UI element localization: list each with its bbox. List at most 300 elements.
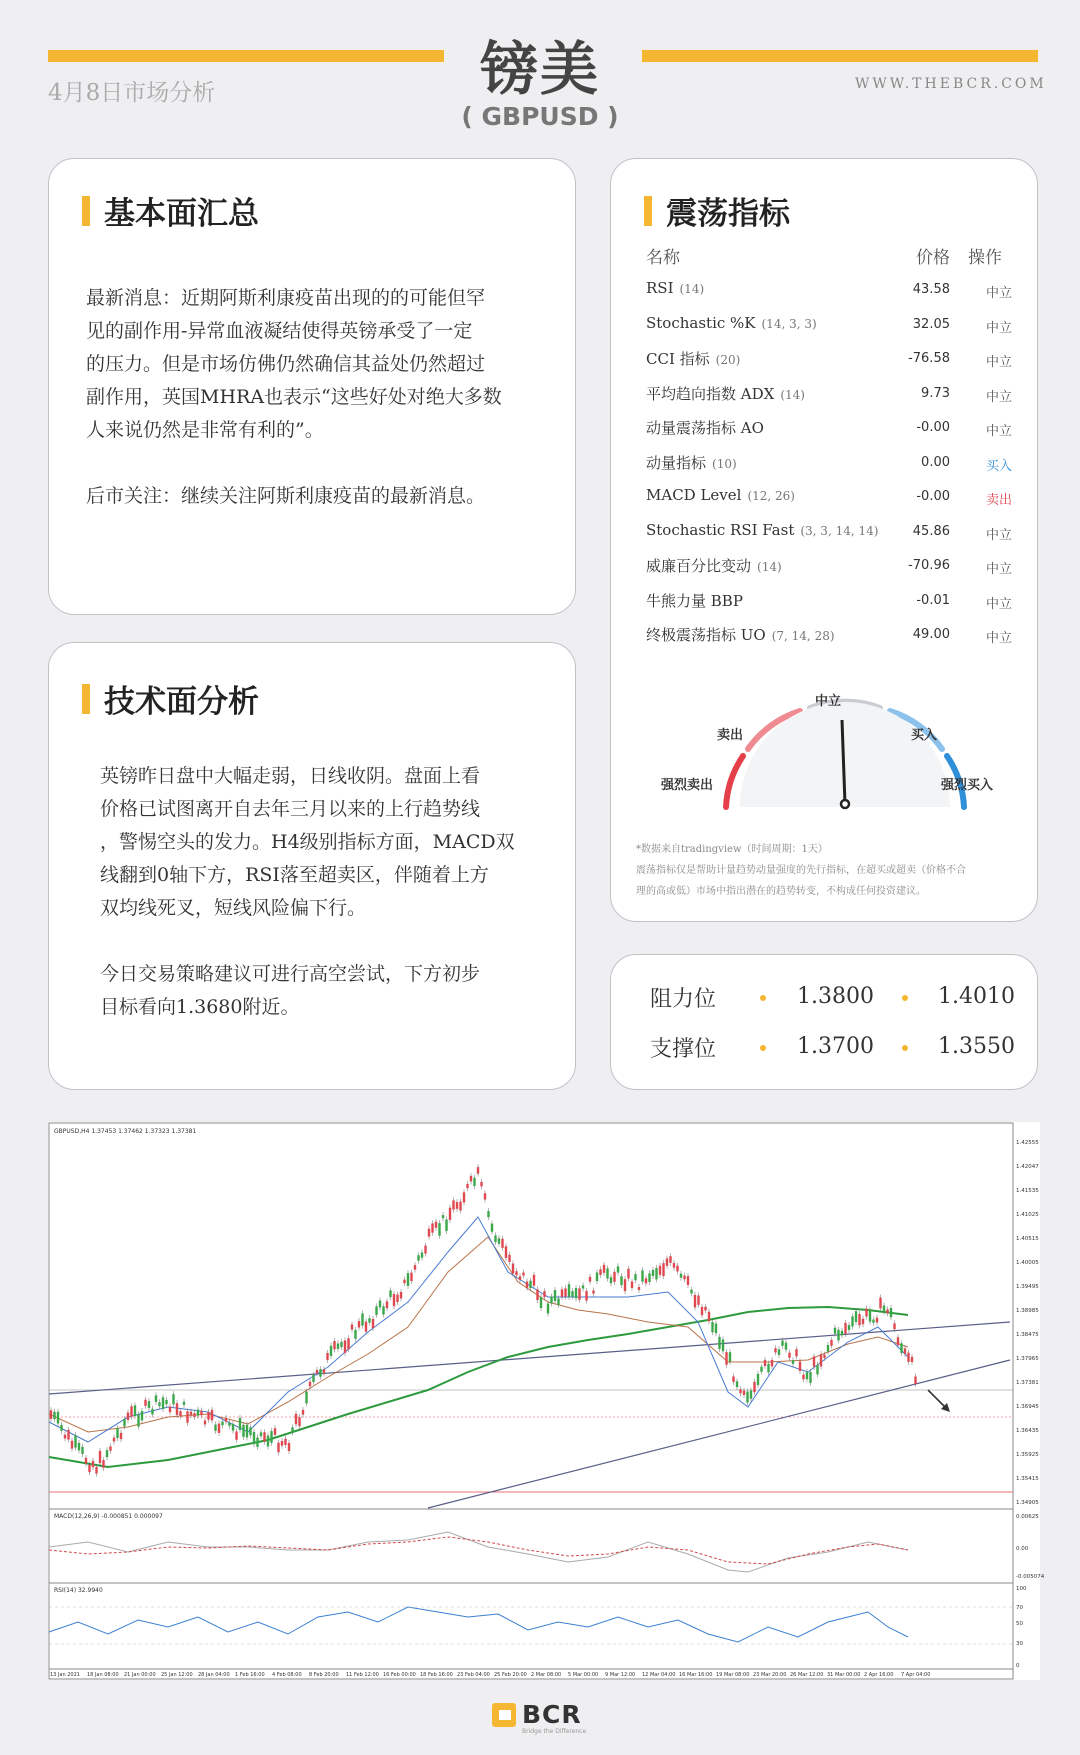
candle-body <box>571 1291 573 1296</box>
bullet-dot <box>760 1045 766 1051</box>
candle-body <box>162 1397 164 1409</box>
oscillator-name: 平均趋向指数 ADX (14) <box>646 384 805 403</box>
candle-body <box>64 1435 66 1439</box>
candle-body <box>732 1376 734 1382</box>
disclaimer-line1: 震荡指标仅是帮助计量趋势动量强度的先行指标，在超买或超卖（价格不合 <box>636 865 966 876</box>
oscillator-action: 中立 <box>985 424 1012 439</box>
oscillator-params: (7, 14, 28) <box>771 629 835 643</box>
candle-body <box>375 1306 377 1315</box>
candle-body <box>778 1349 780 1355</box>
candle-body <box>155 1395 157 1402</box>
candle-body <box>60 1425 62 1431</box>
title-accent <box>82 196 90 226</box>
disclaimer-line2: 理的高或低）市场中指出潜在的趋势转变，不构成任何投资建议。 <box>636 886 926 897</box>
candle-body <box>638 1287 640 1290</box>
candle-body <box>648 1273 650 1282</box>
candle-body <box>774 1348 776 1352</box>
candle-body <box>344 1340 346 1352</box>
candle-body <box>697 1295 699 1304</box>
price-tick: 1.36945 <box>1016 1404 1039 1410</box>
candle-body <box>568 1284 570 1297</box>
oscillator-value: 0.00 <box>921 454 950 470</box>
price-tick: 1.38985 <box>1016 1308 1039 1314</box>
time-tick: 25 Jan 12:00 <box>161 1672 193 1678</box>
date-label: 4月8日市场分析 <box>48 80 216 106</box>
candle-body <box>683 1276 685 1280</box>
candle-body <box>291 1427 293 1432</box>
candle-body <box>547 1304 549 1314</box>
oscillator-row <box>646 314 1012 348</box>
oscillator-action: 卖出 <box>985 493 1012 508</box>
candle-body <box>508 1255 510 1262</box>
candle-body <box>837 1330 839 1341</box>
bullet-dot <box>902 1045 908 1051</box>
candle-body <box>767 1364 769 1373</box>
candle-body <box>701 1307 703 1315</box>
gauge-label-strong-sell: 强烈卖出 <box>661 778 714 793</box>
candle-body <box>354 1330 356 1339</box>
candle-body <box>669 1256 671 1263</box>
candle-body <box>522 1273 524 1276</box>
page-subtitle: ( GBPUSD ) <box>461 102 619 131</box>
candle-body <box>736 1381 738 1387</box>
time-tick: 1 Feb 16:00 <box>235 1672 265 1678</box>
candle-body <box>400 1292 402 1298</box>
candle-body <box>708 1312 710 1322</box>
technical-title: 技术面分析 <box>82 676 259 721</box>
candle-body <box>659 1266 661 1275</box>
candle-body <box>641 1270 643 1281</box>
technical-body: 英镑昨日盘中大幅走弱，日线收阴。盘面上看 价格已试图离开自去年三月以来的上行趋势线 ，警惕空头的发力。H4级别指标方面，MACD双 线翻到0轴下方，RSI落至超卖区，伴随着上方 双均线死叉，短线风险偏下行。 今日交易策略建议可进行高空尝试，下方初步 目标看向1.3680附近。 <box>100 765 515 1018</box>
oscillator-action: 买入 <box>985 458 1012 474</box>
candle-body <box>834 1328 836 1334</box>
oscillator-action: 中立 <box>985 286 1012 301</box>
candle-body <box>477 1167 479 1174</box>
candle-body <box>242 1425 244 1437</box>
candle-body <box>827 1345 829 1351</box>
oscillator-value: -0.00 <box>916 420 950 435</box>
candle-body <box>81 1447 83 1454</box>
candle-body <box>337 1344 339 1349</box>
time-tick: 25 Feb 20:00 <box>494 1672 527 1678</box>
oscillator-name: Stochastic RSI Fast (3, 3, 14, 14) <box>646 520 879 539</box>
oscillator-action: 中立 <box>985 562 1012 577</box>
candle-body <box>169 1407 171 1413</box>
candle-body <box>267 1436 269 1447</box>
data-source-note: *数据来自tradingview（时间周期：1天） <box>636 844 828 855</box>
candle-body <box>410 1273 412 1281</box>
candle-body <box>246 1425 248 1438</box>
candle-body <box>235 1431 237 1439</box>
candle-body <box>71 1441 73 1449</box>
candle-body <box>323 1369 325 1373</box>
candle-body <box>799 1362 801 1371</box>
candle-body <box>883 1306 885 1312</box>
candle-body <box>757 1374 759 1385</box>
candle-body <box>316 1370 318 1373</box>
oscillator-value: 9.73 <box>921 385 950 401</box>
candle-body <box>186 1411 188 1422</box>
oscillator-name: 动量指标 (10) <box>646 453 737 472</box>
candle-body <box>557 1298 559 1304</box>
osc-header-price: 价格 <box>916 248 950 268</box>
candle-body <box>319 1369 321 1377</box>
resistance-2: 1.4010 <box>938 984 1015 1009</box>
candle-body <box>232 1424 234 1431</box>
candle-body <box>498 1238 500 1244</box>
candle-body <box>655 1268 657 1279</box>
candle-body <box>148 1401 150 1408</box>
oscillator-action: 中立 <box>985 389 1012 405</box>
candle-body <box>179 1411 181 1416</box>
candle-body <box>298 1417 300 1426</box>
candle-body <box>204 1421 206 1425</box>
candle-body <box>554 1290 556 1301</box>
time-tick: 28 Jan 04:00 <box>198 1672 230 1678</box>
candle-body <box>239 1418 241 1430</box>
candle-body <box>95 1467 97 1474</box>
fundamental-body: 最新消息：近期阿斯利康疫苗出现的的可能但罕 见的副作用-异常血液凝结使得英镑承受了一定 的压力。但是市场仿佛仍然确信其益处仍然超过 副作用，英国MHRA也表示“这些好处对绝大多数 人来说仍然是非常有利的”。 后市关注：继续关注阿斯利康疫苗的最新消息。 <box>86 282 566 513</box>
candle-body <box>494 1235 496 1242</box>
oscillator-name: 动量震荡指标 AO <box>646 419 764 437</box>
candle-body <box>74 1435 76 1447</box>
gauge-label-strong-buy: 强烈买入 <box>941 778 994 793</box>
rsi-tick: 30 <box>1016 1641 1023 1647</box>
candle-body <box>151 1409 153 1415</box>
oscillator-row <box>646 486 1012 520</box>
candle-body <box>505 1246 507 1258</box>
time-tick: 26 Mar 12:00 <box>790 1672 824 1678</box>
candle-body <box>823 1355 825 1358</box>
candle-body <box>470 1176 472 1182</box>
price-tick: 1.34905 <box>1016 1500 1039 1506</box>
time-tick: 5 Mar 00:00 <box>568 1672 599 1678</box>
candle-body <box>389 1290 391 1297</box>
rsi-tick: 50 <box>1016 1621 1023 1627</box>
candle-body <box>50 1410 52 1419</box>
candle-body <box>911 1357 913 1362</box>
candle-body <box>722 1339 724 1351</box>
candle-body <box>876 1318 878 1323</box>
candle-body <box>512 1264 514 1274</box>
candle-body <box>914 1376 916 1383</box>
candle-body <box>113 1438 115 1442</box>
chart-symbol-label: GBPUSD,H4 1.37453 1.37462 1.37323 1.37381 <box>54 1128 197 1135</box>
candle-body <box>841 1331 843 1335</box>
candle-body <box>869 1309 871 1321</box>
candle-body <box>543 1291 545 1297</box>
time-tick: 18 Jan 08:00 <box>87 1672 119 1678</box>
candle-body <box>109 1446 111 1450</box>
candle-body <box>610 1277 612 1283</box>
levels-card <box>610 954 1038 1090</box>
candle-body <box>746 1391 748 1402</box>
candle-body <box>256 1438 258 1447</box>
candle-body <box>193 1413 195 1417</box>
candle-body <box>627 1269 629 1279</box>
candle-body <box>456 1202 458 1209</box>
oscillator-row <box>646 521 1012 555</box>
candle-body <box>578 1288 580 1299</box>
time-tick: 18 Feb 16:00 <box>420 1672 453 1678</box>
title-accent <box>644 196 652 226</box>
page-title: 镑美 <box>479 35 600 103</box>
footer-brand: BCR <box>522 1700 582 1729</box>
rsi-label: RSI(14) 32.9940 <box>54 1587 103 1594</box>
candle-body <box>106 1450 108 1457</box>
candle-body <box>393 1294 395 1306</box>
candle-body <box>270 1431 272 1443</box>
candle-body <box>725 1352 727 1365</box>
candle-body <box>295 1414 297 1424</box>
candle-body <box>253 1432 255 1444</box>
candle-body <box>281 1441 283 1446</box>
candle-body <box>781 1341 783 1346</box>
price-tick: 1.42047 <box>1016 1164 1039 1170</box>
oscillator-name: RSI (14) <box>646 279 705 297</box>
osc-header-action: 操作 <box>968 248 1002 268</box>
bcr-logo-icon <box>492 1703 516 1727</box>
candle-body <box>218 1424 220 1433</box>
candle-body <box>907 1353 909 1362</box>
candle-body <box>529 1281 531 1288</box>
oscillator-row <box>646 624 1012 658</box>
price-chart <box>48 1122 1045 1680</box>
candle-body <box>564 1288 566 1296</box>
candle-body <box>844 1323 846 1334</box>
fundamental-title: 基本面汇总 <box>82 188 259 233</box>
candle-body <box>277 1443 279 1453</box>
time-tick: 31 Mar 00:00 <box>827 1672 861 1678</box>
oscillator-params: (20) <box>715 353 741 367</box>
gauge-label-sell: 卖出 <box>717 728 744 743</box>
candle-body <box>484 1193 486 1199</box>
candle-body <box>848 1325 850 1330</box>
candle-body <box>137 1414 139 1426</box>
candle-body <box>680 1274 682 1278</box>
candle-body <box>326 1353 328 1360</box>
candle-body <box>407 1273 409 1286</box>
gauge-label-neutral: 中立 <box>815 694 842 709</box>
price-tick: 1.40005 <box>1016 1260 1039 1266</box>
candle-body <box>785 1343 787 1350</box>
candle-body <box>904 1348 906 1353</box>
candle-body <box>704 1307 706 1311</box>
price-tick: 1.39495 <box>1016 1284 1039 1290</box>
candle-body <box>676 1266 678 1272</box>
oscillator-row <box>646 279 1012 313</box>
oscillator-value: -70.96 <box>908 558 950 573</box>
candle-body <box>288 1443 290 1451</box>
oscillator-params: (10) <box>712 456 737 471</box>
candle-body <box>788 1353 790 1358</box>
candle-body <box>634 1274 636 1280</box>
candle-body <box>753 1382 755 1392</box>
candle-body <box>249 1427 251 1435</box>
rsi-tick: 0 <box>1016 1663 1020 1669</box>
oscillator-params: (14) <box>679 282 705 296</box>
time-tick: 23 Feb 04:00 <box>457 1672 490 1678</box>
candle-body <box>802 1375 804 1380</box>
candle-body <box>550 1297 552 1304</box>
candle-body <box>358 1321 360 1328</box>
candle-body <box>886 1309 888 1313</box>
candle-body <box>606 1268 608 1278</box>
candle-body <box>652 1270 654 1276</box>
candle-body <box>862 1319 864 1325</box>
candle-body <box>806 1372 808 1379</box>
candle-body <box>263 1432 265 1442</box>
candle-body <box>92 1461 94 1467</box>
time-tick: 12 Mar 04:00 <box>642 1672 676 1678</box>
price-tick: 1.40515 <box>1016 1236 1039 1242</box>
price-tick: 1.41535 <box>1016 1188 1039 1194</box>
rsi-tick: 100 <box>1016 1586 1027 1592</box>
candle-body <box>351 1324 353 1329</box>
candle-body <box>750 1390 752 1398</box>
candle-body <box>134 1405 136 1416</box>
candle-body <box>347 1338 349 1349</box>
candle-body <box>561 1289 563 1296</box>
time-tick: 4 Feb 08:00 <box>272 1672 302 1678</box>
macd-label: MACD(12,26,9) -0.000851 0.000097 <box>54 1513 163 1520</box>
candle-body <box>141 1411 143 1420</box>
candle-body <box>382 1306 384 1314</box>
support-label: 支撑位 <box>650 1037 717 1062</box>
candle-body <box>274 1428 276 1435</box>
candle-body <box>515 1271 517 1275</box>
candle-body <box>435 1222 437 1228</box>
candle-body <box>809 1372 811 1383</box>
time-tick: 13 Jan 2021 <box>50 1672 80 1678</box>
oscillator-params: (12, 26) <box>747 489 795 503</box>
time-tick: 11 Feb 12:00 <box>346 1672 379 1678</box>
candle-body <box>459 1202 461 1211</box>
macd-tick: 0.00 <box>1016 1546 1029 1552</box>
candle-body <box>466 1184 468 1188</box>
candle-body <box>718 1337 720 1349</box>
time-tick: 9 Mar 12:00 <box>605 1672 636 1678</box>
candle-body <box>379 1301 381 1308</box>
candle-body <box>631 1282 633 1288</box>
price-tick: 1.41025 <box>1016 1212 1039 1218</box>
time-tick: 23 Mar 20:00 <box>753 1672 787 1678</box>
candle-body <box>715 1324 717 1334</box>
support-1: 1.3700 <box>797 1034 874 1059</box>
oscillator-row <box>646 452 1012 486</box>
rsi-tick: 70 <box>1016 1605 1023 1611</box>
candle-body <box>592 1290 594 1293</box>
oscillator-title: 震荡指标 <box>644 188 790 233</box>
oscillator-action: 中立 <box>985 320 1012 336</box>
candle-body <box>330 1346 332 1356</box>
candle-body <box>365 1322 367 1332</box>
candle-body <box>764 1360 766 1366</box>
candle-body <box>165 1400 167 1404</box>
candle-body <box>403 1280 405 1284</box>
resistance-label: 阻力位 <box>650 987 717 1012</box>
oscillator-name: Stochastic %K (14, 3, 3) <box>646 313 817 332</box>
candle-body <box>225 1418 227 1422</box>
oscillator-value: -76.58 <box>908 351 950 366</box>
candle-body <box>624 1279 626 1291</box>
candle-body <box>690 1290 692 1294</box>
candle-body <box>855 1311 857 1322</box>
candle-body <box>312 1375 314 1382</box>
candle-body <box>743 1391 745 1395</box>
candle-body <box>613 1272 615 1282</box>
candle-body <box>421 1253 423 1258</box>
candle-body <box>57 1412 59 1424</box>
candle-body <box>673 1263 675 1268</box>
candle-body <box>414 1265 416 1270</box>
candle-body <box>865 1309 867 1317</box>
candle-body <box>190 1412 192 1416</box>
candle-body <box>431 1223 433 1232</box>
candle-body <box>183 1402 185 1405</box>
time-tick: 16 Mar 16:00 <box>679 1672 713 1678</box>
candle-body <box>200 1411 202 1416</box>
candle-body <box>816 1365 818 1374</box>
oscillator-action: 中立 <box>985 527 1012 543</box>
candle-body <box>729 1352 731 1361</box>
time-tick: 2 Apr 16:00 <box>864 1672 894 1678</box>
candle-body <box>85 1458 87 1464</box>
candle-body <box>897 1337 899 1345</box>
price-tick: 1.37965 <box>1016 1356 1039 1362</box>
oscillator-value: 45.86 <box>912 523 950 539</box>
candle-body <box>438 1223 440 1236</box>
candle-body <box>333 1341 335 1349</box>
candle-body <box>491 1224 493 1232</box>
candle-body <box>760 1367 762 1372</box>
candle-body <box>879 1298 881 1309</box>
candle-body <box>851 1316 853 1326</box>
candle-body <box>309 1382 311 1387</box>
candle-body <box>99 1451 101 1463</box>
candle-body <box>820 1354 822 1366</box>
candle-body <box>144 1400 146 1406</box>
candle-body <box>88 1465 90 1472</box>
candle-body <box>284 1439 286 1445</box>
candle-body <box>501 1239 503 1248</box>
candle-body <box>197 1410 199 1416</box>
candle-body <box>428 1229 430 1237</box>
time-tick: 16 Feb 00:00 <box>383 1672 416 1678</box>
bullet-dot <box>760 995 766 1001</box>
candle-body <box>536 1289 538 1300</box>
candle-body <box>302 1410 304 1415</box>
candle-body <box>340 1342 342 1347</box>
candle-body <box>620 1276 622 1285</box>
candle-body <box>526 1281 528 1287</box>
oscillator-name: MACD Level (12, 26) <box>646 486 795 504</box>
candle-body <box>582 1285 584 1288</box>
candle-body <box>585 1291 587 1301</box>
candle-body <box>214 1425 216 1431</box>
oscillator-value: 43.58 <box>912 282 950 297</box>
osc-header-name: 名称 <box>646 248 680 268</box>
candle-body <box>858 1314 860 1325</box>
oscillator-value: -0.00 <box>916 489 950 504</box>
candle-body <box>53 1412 55 1419</box>
candle-body <box>795 1349 797 1356</box>
oscillator-value: -0.01 <box>916 592 950 608</box>
candle-body <box>424 1246 426 1254</box>
oscillator-value: 32.05 <box>912 316 950 332</box>
support-2: 1.3550 <box>938 1034 1015 1059</box>
oscillator-params: (14) <box>757 560 782 574</box>
